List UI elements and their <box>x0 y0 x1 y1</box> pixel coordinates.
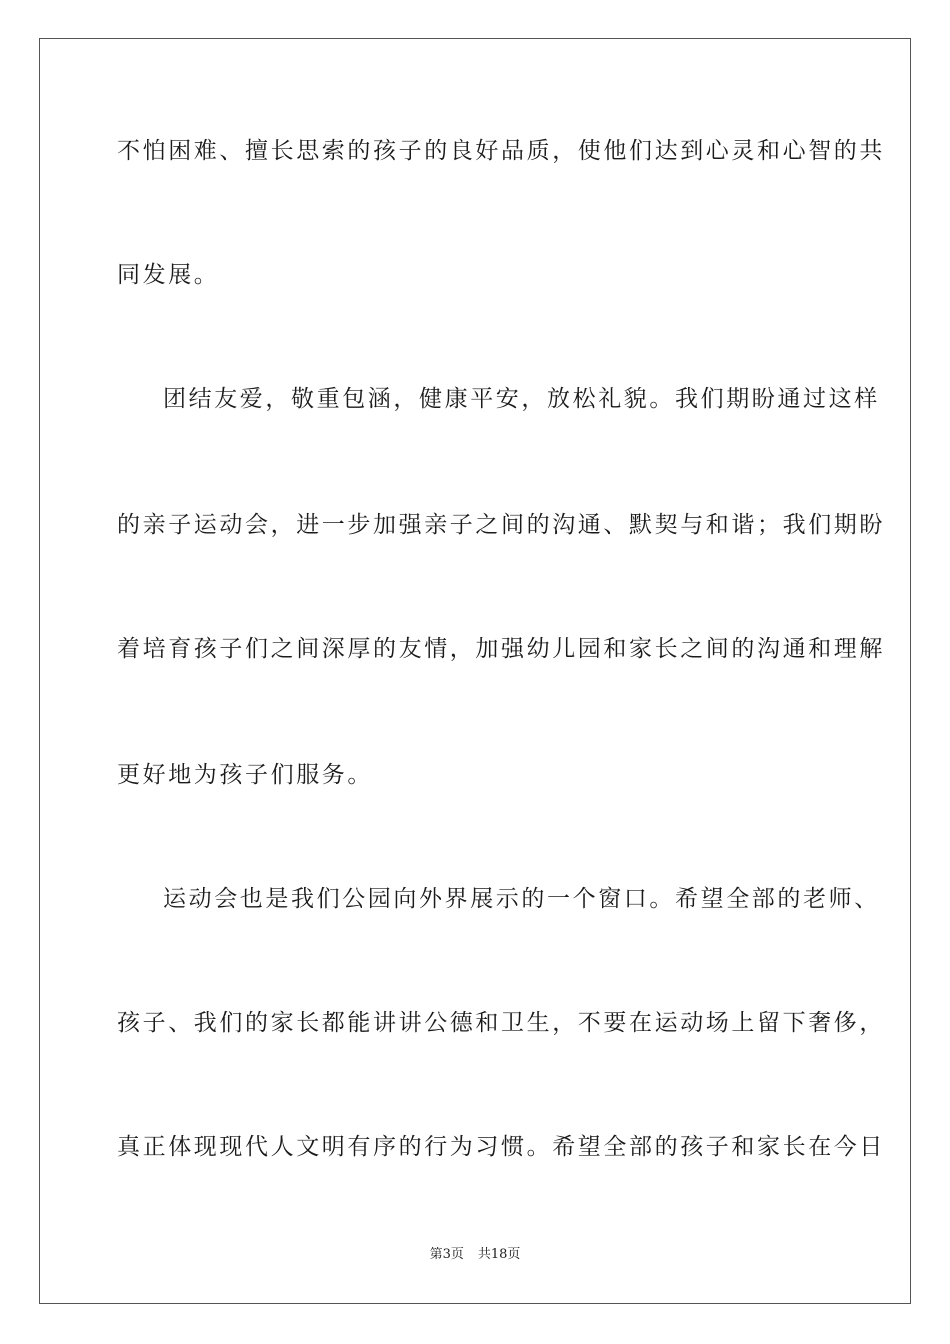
paragraph-first-line: 运动会也是我们公园向外界展示的一个窗口。希望全部的老师、 <box>163 886 880 912</box>
page-frame <box>39 38 911 1304</box>
body-line: 着培育孩子们之间深厚的友情，加强幼儿园和家长之间的沟通和理解 <box>117 636 885 662</box>
paragraph-first-line: 团结友爱，敬重包涵，健康平安，放松礼貌。我们期盼通过这样 <box>163 386 880 412</box>
body-line: 不怕困难、擅长思索的孩子的良好品质，使他们达到心灵和心智的共 <box>117 138 885 164</box>
body-line: 孩子、我们的家长都能讲讲公德和卫生，不要在运动场上留下奢侈， <box>117 1010 885 1036</box>
page-total: 共18页 <box>477 1247 521 1262</box>
page-footer <box>0 1246 950 1264</box>
page-number: 第3页 <box>429 1247 464 1262</box>
body-line: 真正体现现代人文明有序的行为习惯。希望全部的孩子和家长在今日 <box>117 1134 885 1160</box>
body-line: 更好地为孩子们服务。 <box>117 762 373 788</box>
body-line: 的亲子运动会，进一步加强亲子之间的沟通、默契与和谐；我们期盼 <box>117 512 885 538</box>
body-line: 同发展。 <box>117 262 220 288</box>
